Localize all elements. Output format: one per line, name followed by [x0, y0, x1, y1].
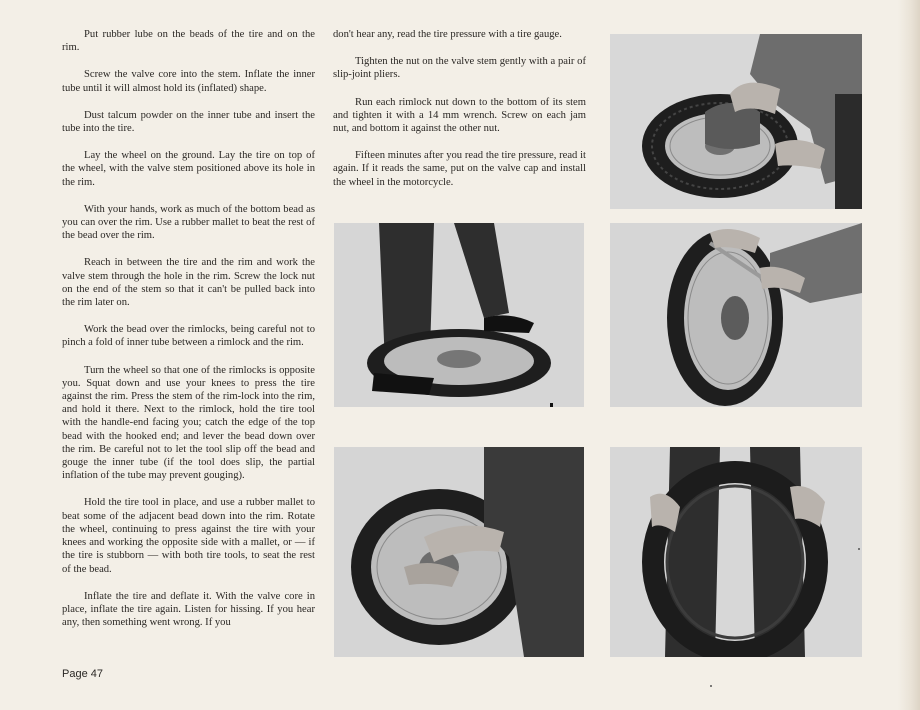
- paragraph: don't hear any, read the tire pressure with a tire gauge.: [333, 29, 562, 40]
- paragraph: Reach in between the tire and the rim and work the valve stem through the hole in the rim. Screw the lock nut on the end of the stem so that it can't be pulled back into the rim later on.: [62, 257, 315, 309]
- paragraph: Work the bead over the rimlocks, being careful not to pinch a fold of inner tube between a rimlock and the rim.: [62, 324, 315, 349]
- page-number: Page 47: [62, 668, 103, 680]
- photo-tire-between-knees-image: [610, 447, 862, 657]
- paragraph: Turn the wheel so that one of the rimlocks is opposite you. Squat down and use your knees to press the tire against the rim. Press the stem of the rim-lock into the rim, and hold it there. Next to the rimlock, hold the tire tool with the handle-end facing you; catch the edge of the top bead with the hooked end; and lever the bead down over the rim. Be careful not to let the tool slip off the bead and gouge the inner tube (if the tool does slip, the partial inflation of the tube may prevent gouging).: [62, 364, 315, 482]
- paragraph: Fifteen minutes after you read the tire pressure, read it again. If it reads the same, put on the valve cap and install the wheel in the motorcycle.: [333, 150, 586, 188]
- photo-insert-tube-image: [610, 34, 862, 209]
- paragraph: With your hands, work as much of the bottom bead as you can over the rim. Use a rubber mallet to beat the rest of the bead over the rim.: [62, 203, 315, 242]
- photo-foot-on-tire-image: [334, 223, 584, 407]
- photo-tire-between-knees: [610, 447, 862, 657]
- photo-valve-stem: [334, 447, 584, 657]
- paragraph: Screw the valve core into the stem. Inflate the inner tube until it will almost hold its (inflated) shape.: [62, 69, 315, 94]
- photo-tire-tool: [610, 223, 862, 407]
- photo-insert-tube: [610, 34, 862, 209]
- paragraph: Dust talcum powder on the inner tube and insert the tube into the tire.: [62, 109, 315, 135]
- left-text-column: [62, 28, 315, 643]
- paper-speck: [710, 685, 712, 687]
- middle-text-column: [333, 28, 586, 203]
- page-fold-edge: [898, 0, 920, 710]
- paragraph: Hold the tire tool in place, and use a rubber mallet to beat some of the adjacent bead down into the rim. Rotate the wheel, continuing to press against the tire with your knees and working the opposite side with a mallet, or — if the tire is stubborn — with both tire tools, to seat the rest of the bead.: [62, 497, 315, 575]
- paragraph: Put rubber lube on the beads of the tire and on the rim.: [62, 29, 315, 54]
- paragraph: Inflate the tire and deflate it. With the valve core in place, inflate the tire again. Listen for hissing. If you hear any, then something went wrong. If you: [62, 590, 315, 629]
- paragraph: Run each rimlock nut down to the bottom of its stem and tighten it with a 14 mm wrench. Screw on each jam nut, and bottom it against the other nut.: [333, 96, 586, 135]
- photo-valve-stem-image: [334, 447, 584, 657]
- photo-tire-tool-image: [610, 223, 862, 407]
- paper-speck: [858, 548, 860, 550]
- paragraph: Tighten the nut on the valve stem gently with a pair of slip-joint pliers.: [333, 56, 586, 81]
- photo-foot-on-tire: [334, 223, 584, 407]
- paragraph: Lay the wheel on the ground. Lay the tire on top of the wheel, with the valve stem positioned above its hole in the rim.: [62, 150, 315, 188]
